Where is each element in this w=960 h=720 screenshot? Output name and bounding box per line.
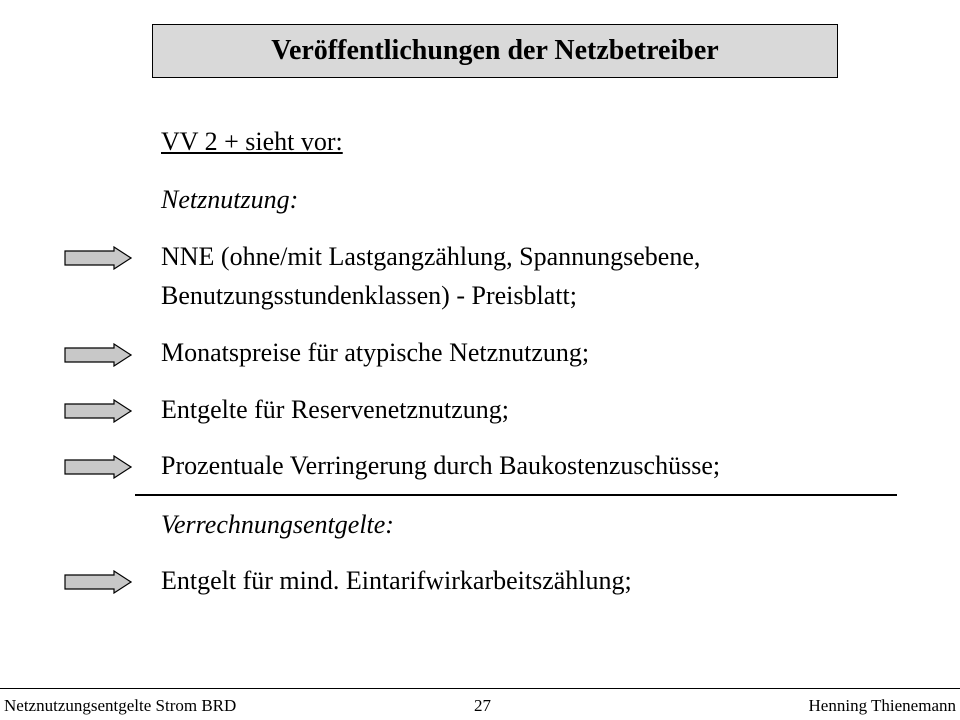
list-item-reservenetznutzung: Entgelte für Reservenetznutzung; [161,395,509,424]
right-arrow-icon [64,343,132,367]
slide-title-box [152,24,838,78]
list-item-nne: NNE (ohne/mit Lastgangzählung, Spannungsebene, [161,242,701,271]
footer-left-text: Netznutzungsentgelte Strom BRD [4,696,237,715]
list-item-monatspreise: Monatspreise für atypische Netznutzung; [161,338,590,367]
section-label-netznutzung: Netznutzung: [161,185,299,214]
right-arrow-icon [64,246,132,270]
intro-heading: VV 2 + sieht vor: [161,127,343,156]
list-item-eintarifwirkarbeitszaehlung: Entgelt für mind. Eintarifwirkarbeitszählung; [161,566,632,595]
section-divider [135,494,897,496]
section-label-verrechnungsentgelte: Verrechnungsentgelte: [161,510,394,539]
slide-title: Veröffentlichungen der Netzbetreiber [271,35,719,66]
right-arrow-icon [64,455,132,479]
footer-rule [0,688,960,689]
list-item-nne-continued: Benutzungsstundenklassen) - Preisblatt; [161,281,577,310]
footer-right-text: Henning Thienemann [808,696,956,715]
list-item-baukostenzuschuesse: Prozentuale Verringerung durch Baukostenzuschüsse; [161,451,721,480]
right-arrow-icon [64,570,132,594]
right-arrow-icon [64,399,132,423]
footer-page-number: 27 [474,696,491,715]
